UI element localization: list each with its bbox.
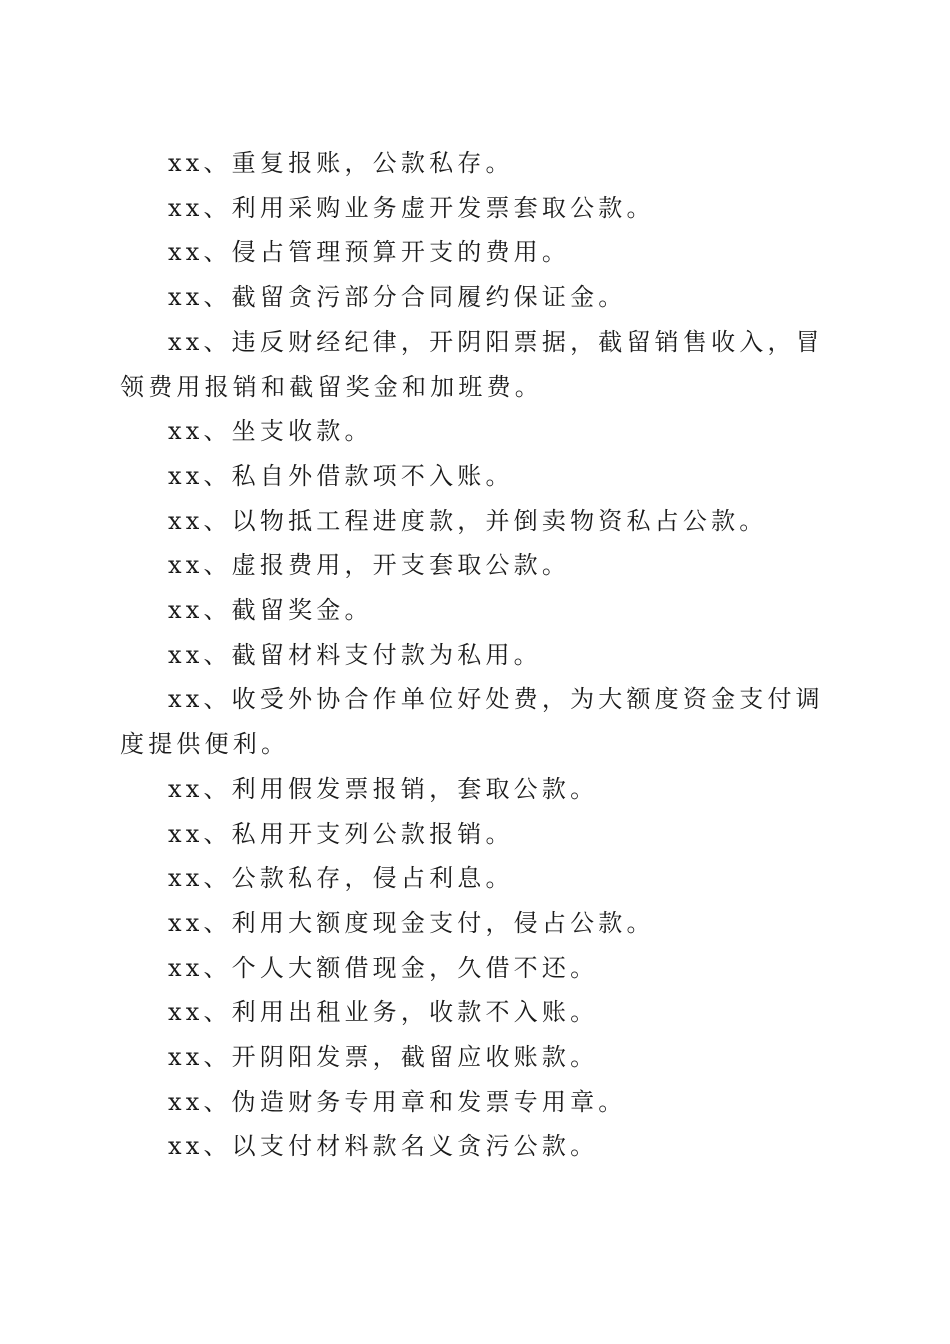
list-item: xx、利用大额度现金支付，侵占公款。 [168,908,655,937]
list-item: xx、以支付材料款名义贪污公款。 [168,1132,599,1161]
list-item: xx、虚报费用，开支套取公款。 [168,551,571,580]
list-item: xx、截留贪污部分合同履约保证金。 [168,283,627,312]
list-item: xx、利用出租业务，收款不入账。 [168,998,599,1027]
list-item: xx、开阴阳发票，截留应收账款。 [168,1043,599,1072]
list-item: xx、个人大额借现金，久借不还。 [168,953,599,982]
list-item: xx、截留奖金。 [168,596,373,625]
list-item: xx、违反财经纪律，开阴阳票据，截留销售收入，冒领费用报销和截留奖金和加班费。 [120,327,824,401]
list-item: xx、侵占管理预算开支的费用。 [168,238,571,267]
list-item: xx、伪造财务专用章和发票专用章。 [168,1087,627,1116]
list-item: xx、私用开支列公款报销。 [168,819,514,848]
list-item: xx、利用假发票报销，套取公款。 [168,774,599,803]
list-item: xx、收受外协合作单位好处费，为大额度资金支付调度提供便利。 [120,685,824,759]
list-item: xx、公款私存，侵占利息。 [168,864,514,893]
list-item: xx、利用采购业务虚开发票套取公款。 [168,193,655,222]
list-item: xx、坐支收款。 [168,417,373,446]
document-body [120,141,832,1169]
list-item: xx、截留材料支付款为私用。 [168,640,542,669]
list-item: xx、以物抵工程进度款，并倒卖物资私占公款。 [168,506,768,535]
list-item: xx、重复报账，公款私存。 [168,149,514,177]
list-item: xx、私自外借款项不入账。 [168,461,514,490]
